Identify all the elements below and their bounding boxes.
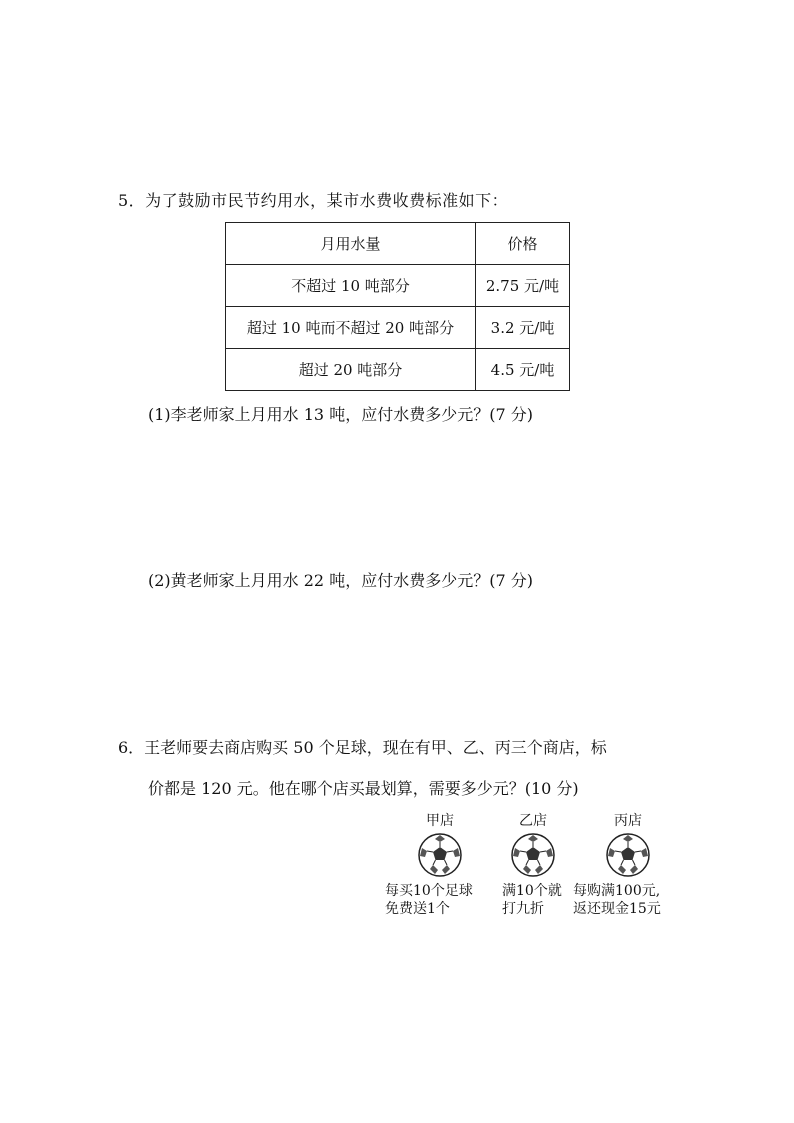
table-cell-price: 2.75 元/吨 (476, 265, 570, 307)
table-cell-usage: 不超过 10 吨部分 (226, 265, 476, 307)
store-name: 甲店 (426, 813, 454, 829)
table-header-row (226, 223, 570, 265)
store-name: 乙店 (519, 813, 547, 829)
table-cell-price: 4.5 元/吨 (476, 349, 570, 391)
table-row (226, 307, 570, 349)
store-yi (478, 810, 588, 918)
store-offer-line-1: 每买10个足球 (385, 883, 473, 899)
question-6-line-1: 6．王老师要去商店购买 50 个足球，现在有甲、乙、丙三个商店，标 (118, 738, 607, 757)
table-cell-usage: 超过 20 吨部分 (226, 349, 476, 391)
table-row (226, 265, 570, 307)
question-6-line-2: 价都是 120 元。他在哪个店买最划算，需要多少元？(10 分) (148, 779, 579, 798)
table-header-usage: 月用水量 (226, 223, 476, 265)
store-offer-line-2: 免费送1个 (385, 901, 450, 917)
table-cell-price: 3.2 元/吨 (476, 307, 570, 349)
soccer-ball-icon (417, 832, 463, 878)
store-offer-line-2: 打九折 (502, 901, 544, 917)
table-row (226, 349, 570, 391)
question-5-title: 5．为了鼓励市民节约用水，某市水费收费标准如下： (118, 191, 509, 210)
store-name: 丙店 (614, 813, 642, 829)
table-cell-usage: 超过 10 吨而不超过 20 吨部分 (226, 307, 476, 349)
table-header-price: 价格 (476, 223, 570, 265)
soccer-ball-icon (605, 832, 651, 878)
store-bing (573, 810, 683, 918)
question-5-part-2: (2)黄老师家上月用水 22 吨，应付水费多少元？(7 分) (148, 571, 533, 590)
store-offer-line-1: 每购满100元, (573, 883, 661, 899)
store-offer-line-1: 满10个就 (502, 883, 562, 899)
store-offer-line-2: 返还现金15元 (573, 901, 661, 917)
water-price-table (225, 222, 570, 391)
question-5-part-1: (1)李老师家上月用水 13 吨，应付水费多少元？(7 分) (148, 405, 533, 424)
soccer-ball-icon (510, 832, 556, 878)
